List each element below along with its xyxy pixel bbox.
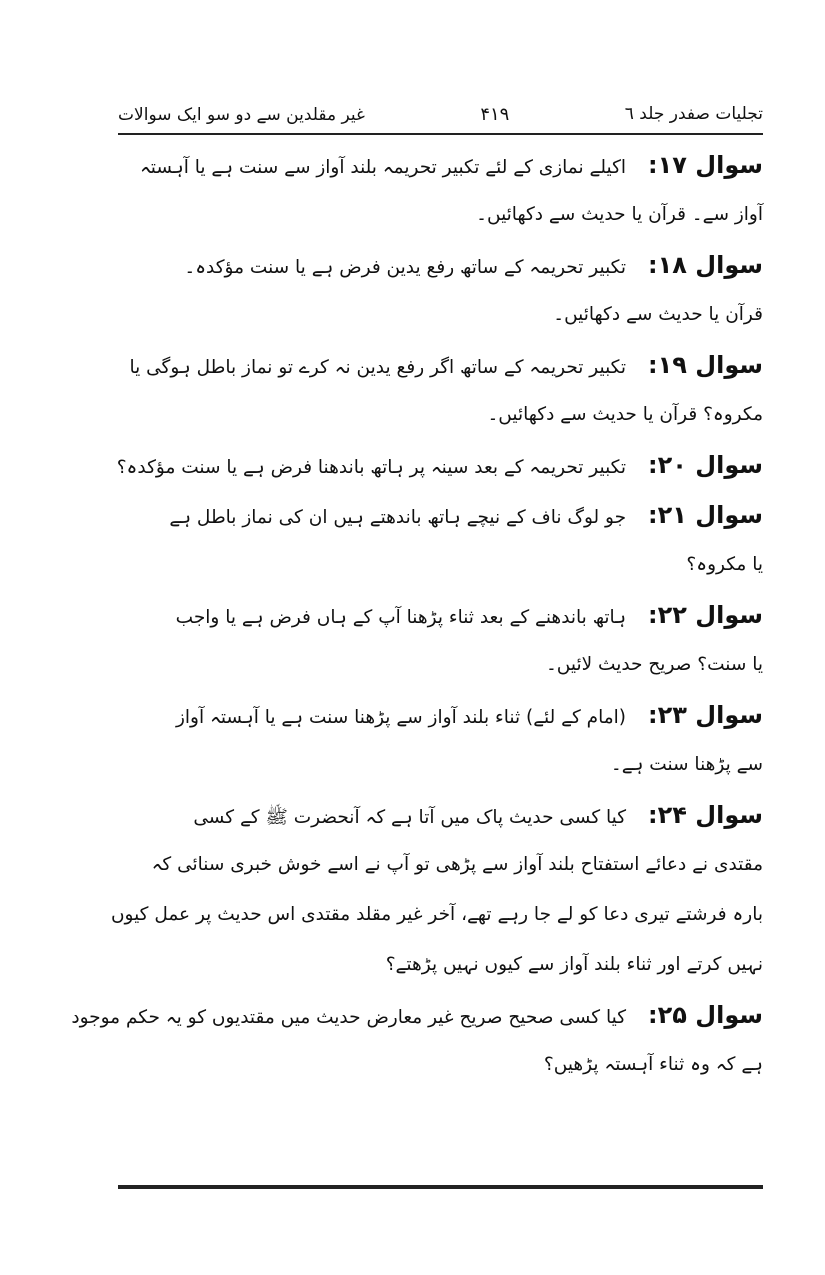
question-25	[71, 990, 763, 1040]
question-continuation: بارہ فرشتے تیری دعا کو لے جا رہے تھے، آخر غیر مقلد مقتدی اس حدیث پر عمل کیوں	[110, 904, 763, 925]
footer-divider	[118, 1185, 763, 1189]
question-22	[118, 590, 763, 640]
question-24	[118, 790, 763, 840]
question-continuation: آواز سے۔ قرآن یا حدیث سے دکھائیں۔	[476, 204, 763, 225]
question-label: سوال ۱۸:	[648, 251, 763, 279]
question-continuation: یا سنت؟ صریح حدیث لائیں۔	[545, 654, 763, 675]
book-title: تجلیات صفدر جلد ٦	[624, 104, 763, 124]
question-text: تکبیر تحریمہ کے بعد سینہ پر ہاتھ باندھنا فرض ہے یا سنت مؤکدہ؟	[116, 457, 627, 478]
question-text: تکبیر تحریمہ کے ساتھ اگر رفع یدین نہ کرے تو نماز باطل ہوگی یا	[129, 357, 627, 378]
question-continuation: قرآن یا حدیث سے دکھائیں۔	[553, 304, 763, 325]
question-label: سوال ۲۳:	[648, 701, 763, 729]
questions-list	[71, 140, 763, 1090]
page-header	[118, 96, 763, 132]
question-19	[118, 340, 763, 390]
question-continuation: یا مکروہ؟	[686, 554, 763, 575]
page-number: ۴۱۹	[480, 103, 510, 125]
question-continuation: مقتدی نے دعائے استفتاح بلند آواز سے پڑھی تو آپ نے اسے خوش خبری سنائی کہ	[151, 854, 763, 875]
question-20	[118, 440, 763, 490]
question-label: سوال ۱۷:	[648, 151, 763, 179]
question-label: سوال ۲۰:	[648, 451, 763, 479]
question-label: سوال ۲۲:	[648, 601, 763, 629]
question-text: کیا کسی صحیح صریح غیر معارض حدیث میں مقتدیوں کو یہ حکم موجود	[71, 1007, 627, 1028]
question-23	[118, 690, 763, 740]
question-text: اکیلے نمازی کے لئے تکبیر تحریمہ بلند آواز سے سنت ہے یا آہستہ	[139, 157, 627, 178]
question-continuation: نہیں کرتے اور ثناء بلند آواز سے کیوں نہیں پڑھتے؟	[385, 954, 763, 975]
question-continuation: سے پڑھنا سنت ہے۔	[610, 754, 763, 775]
question-21	[118, 490, 763, 540]
question-label: سوال ۱۹:	[648, 351, 763, 379]
question-17	[118, 140, 763, 190]
question-text: تکبیر تحریمہ کے ساتھ رفع یدین فرض ہے یا سنت مؤکدہ۔	[184, 257, 627, 278]
question-18	[118, 240, 763, 290]
question-continuation: ہے کہ وہ ثناء آہستہ پڑھیں؟	[543, 1054, 763, 1075]
question-text: جو لوگ ناف کے نیچے ہاتھ باندھتے ہیں ان کی نماز باطل ہے	[169, 507, 627, 528]
chapter-title: غیر مقلدین سے دو سو ایک سوالات	[118, 104, 365, 125]
question-continuation: مکروہ؟ قرآن یا حدیث سے دکھائیں۔	[487, 404, 763, 425]
question-label: سوال ۲۵:	[648, 1001, 763, 1029]
question-text: ہاتھ باندھنے کے بعد ثناء پڑھنا آپ کے ہاں فرض ہے یا واجب	[175, 607, 627, 628]
header-divider	[118, 133, 763, 135]
question-text: کیا کسی حدیث پاک میں آتا ہے کہ آنحضرت ﷺ کے کسی	[193, 807, 627, 828]
question-label: سوال ۲۱:	[648, 501, 763, 529]
question-label: سوال ۲۴:	[648, 801, 763, 829]
question-text: (امام کے لئے) ثناء بلند آواز سے پڑھنا سنت ہے یا آہستہ آواز	[175, 707, 627, 728]
